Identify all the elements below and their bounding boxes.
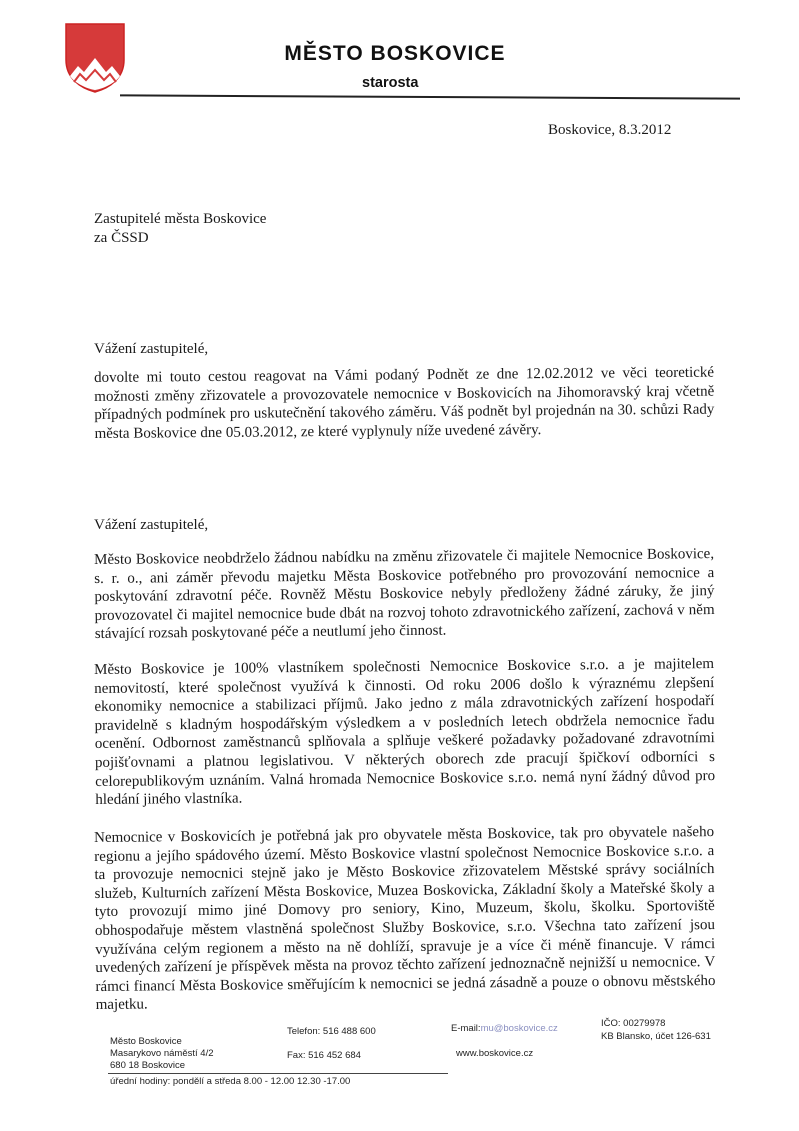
body-paragraph: Město Boskovice neobdrželo žádnou nabídku na změnu zřizovatele či majitele Nemocnice Boskovice, s. r. o., ani záměr převodu majetku Města Boskovice potřebného pro provozování nemocnice a poskytování zdravotní péče. Rovněž Městu Boskovice nebyly předloženy žádné záruky, že jiný provozovatel či majitel nemocnice bude dbát na rozvoj tohoto zdravotnického zařízení, zachová v něm stávající rozsah poskytované péče a neutlumí jeho činnost. — [94, 546, 715, 643]
city-crest-logo — [64, 22, 126, 94]
footer-fax: Fax: 516 452 684 — [287, 1050, 361, 1061]
footer-email — [451, 1023, 558, 1034]
salutation: Vážení zastupitelé, — [94, 517, 209, 533]
footer-ico: IČO: 00279978 — [601, 1018, 666, 1029]
intro-paragraph: dovolte mi touto cestou reagovat na Vámi podaný Podnět ze dne 12.02.2012 ve věci teoretické možnosti změny zřizovatele a provozovatele nemocnice v Boskovicích na Jihomoravský kraj včetně případných podmínek pro uskutečnění takového záměru. Váš podnět byl projednán na 30. schůzi Rady města Boskovice dne 05.03.2012, ze které vyplynuly níže uvedené závěry. — [94, 364, 715, 442]
footer-address: 680 18 Boskovice — [110, 1060, 185, 1071]
email-link[interactable]: mu@boskovice.cz — [480, 1023, 558, 1034]
letter-date: Boskovice, 8.3.2012 — [548, 122, 672, 138]
footer-address: Masarykovo náměstí 4/2 — [110, 1048, 214, 1059]
letterhead-title: MĚSTO BOSKOVICE — [284, 42, 506, 65]
recipient-line: Zastupitelé města Boskovice — [94, 211, 267, 227]
recipient-block — [94, 210, 266, 248]
footer-website-link[interactable]: www.boskovice.cz — [456, 1048, 534, 1059]
body-paragraph: Nemocnice v Boskovicích je potřebná jak pro obyvatele města Boskovice, tak pro obyvatele našeho regionu a jejího spádového území. Město Boskovice vlastní společnost Nemocnice Boskovice s.r.o. a ta provozuje nemocnici stejně jako je Město Boskovice zřizovatelem Městské správy sociálních služeb, Kulturních zařízení Města Boskovice, Muzea Boskovicka, Základní školy a Mateřské školy a tyto provozují mimo jiné Domovy pro seniory, Kino, Muzeum, školu, školku. Sportoviště obhospodařuje městem vlastněná společnost Služby Boskovice, s.r.o. Všechna tato zařízení jsou využívána celým regionem a město na ně dohlíží, spravuje je a více či méně financuje. V rámci uvedených zařízení je příspěvek města na provoz těchto zařízení jednoznačně nejnižší u nemocnice. V rámci financí Města Boskovice směřujícím k nemocnici se jedná zásadně a pouze o obnovu městského majetku. — [94, 824, 716, 1014]
footer-bank-account: KB Blansko, účet 126-631 — [601, 1031, 711, 1042]
letterhead-subtitle: starosta — [362, 75, 419, 91]
footer-rule — [108, 1073, 448, 1074]
recipient-line: za ČSSD — [94, 230, 149, 246]
footer-office-hours: úřední hodiny: pondělí a středa 8.00 - 12.00 12.30 -17.00 — [110, 1076, 351, 1087]
body-paragraph: Město Boskovice je 100% vlastníkem společnosti Nemocnice Boskovice s.r.o. a je majitelem nemovitostí, které společnost využívá k činnosti. Od roku 2006 došlo k výraznému zlepšení ekonomiky nemocnice a stabilizaci příjmů. Jako jedno z mála zdravotnických zařízení hospodaří pravidelně s kladným hospodářským výsledkem a v posledních letech obdržela nemocnice řadu ocenění. Odbornost zaměstnanců splňovala a splňuje veškeré požadavky požadované zdravotními pojišťovnami a platnou legislativou. V některých oborech zde pracují špičkoví odborníci s celorepublikovým uznáním. Valná hromada Nemocnice Boskovice s.r.o. nemá nyní žádný důvod pro hledání jiného vlastníka. — [94, 656, 716, 809]
footer-phone: Telefon: 516 488 600 — [287, 1026, 376, 1037]
footer-address: Město Boskovice — [110, 1036, 182, 1047]
letterhead-rule — [120, 94, 740, 99]
salutation: Vážení zastupitelé, — [94, 341, 209, 357]
email-label: E-mail: — [451, 1023, 481, 1034]
